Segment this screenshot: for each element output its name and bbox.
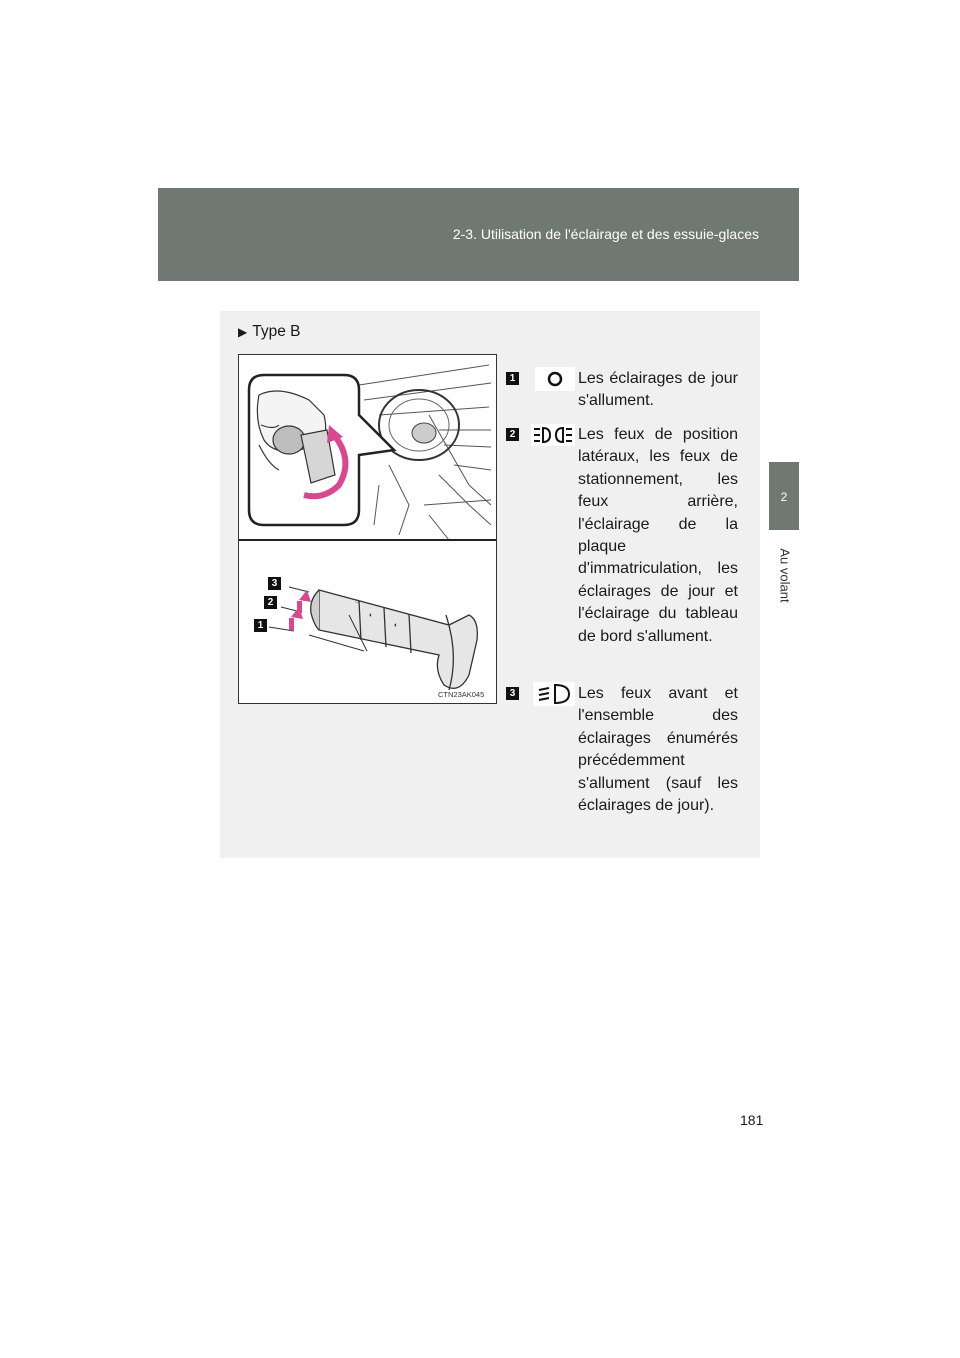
chapter-label: Au volant bbox=[777, 548, 793, 603]
item-3-badge: 3 bbox=[506, 687, 519, 700]
daytime-running-light-icon bbox=[535, 367, 575, 391]
page-number: 181 bbox=[740, 1112, 764, 1128]
section-header bbox=[158, 188, 799, 281]
figure-callout-3: 3 bbox=[268, 577, 281, 590]
item-3-description: Les feux avant et l'ensemble des éclairages énumérés précédemment s'allument (sauf les éclairages de jour). bbox=[578, 685, 738, 815]
triangle-bullet-icon: ▶ bbox=[238, 325, 248, 339]
item-2-description: Les feux de position latéraux, les feux de stationnement, les feux arrière, l'éclairage de la plaque d'immatriculation, les éclairages de jour et l'éclairage du tableau de bord s'allument. bbox=[578, 426, 738, 645]
section-title: 2-3. Utilisation de l'éclairage et des essuie-glaces bbox=[452, 226, 759, 242]
side-marker-parking-light-icon bbox=[531, 424, 575, 446]
svg-text:◐: ◐ bbox=[394, 622, 399, 629]
item-2-badge: 2 bbox=[506, 428, 519, 441]
item-1-badge: 1 bbox=[506, 372, 519, 385]
chapter-number: 2 bbox=[780, 490, 788, 504]
item-1-description: Les éclairages de jour s'allument. bbox=[578, 370, 738, 410]
illustration-drawing bbox=[239, 355, 496, 703]
type-label-text: Type B bbox=[252, 323, 301, 340]
headlight-icon bbox=[533, 682, 575, 706]
type-label bbox=[238, 323, 300, 341]
light-switch-stalk bbox=[311, 590, 478, 690]
figure-callout-2: 2 bbox=[264, 596, 277, 609]
light-switch-illustration bbox=[238, 354, 497, 704]
svg-text:☼: ☼ bbox=[354, 598, 361, 605]
svg-text:◐: ◐ bbox=[369, 612, 374, 619]
figure-callout-1: 1 bbox=[254, 619, 267, 632]
figure-code: CTN23AK045 bbox=[438, 690, 485, 699]
